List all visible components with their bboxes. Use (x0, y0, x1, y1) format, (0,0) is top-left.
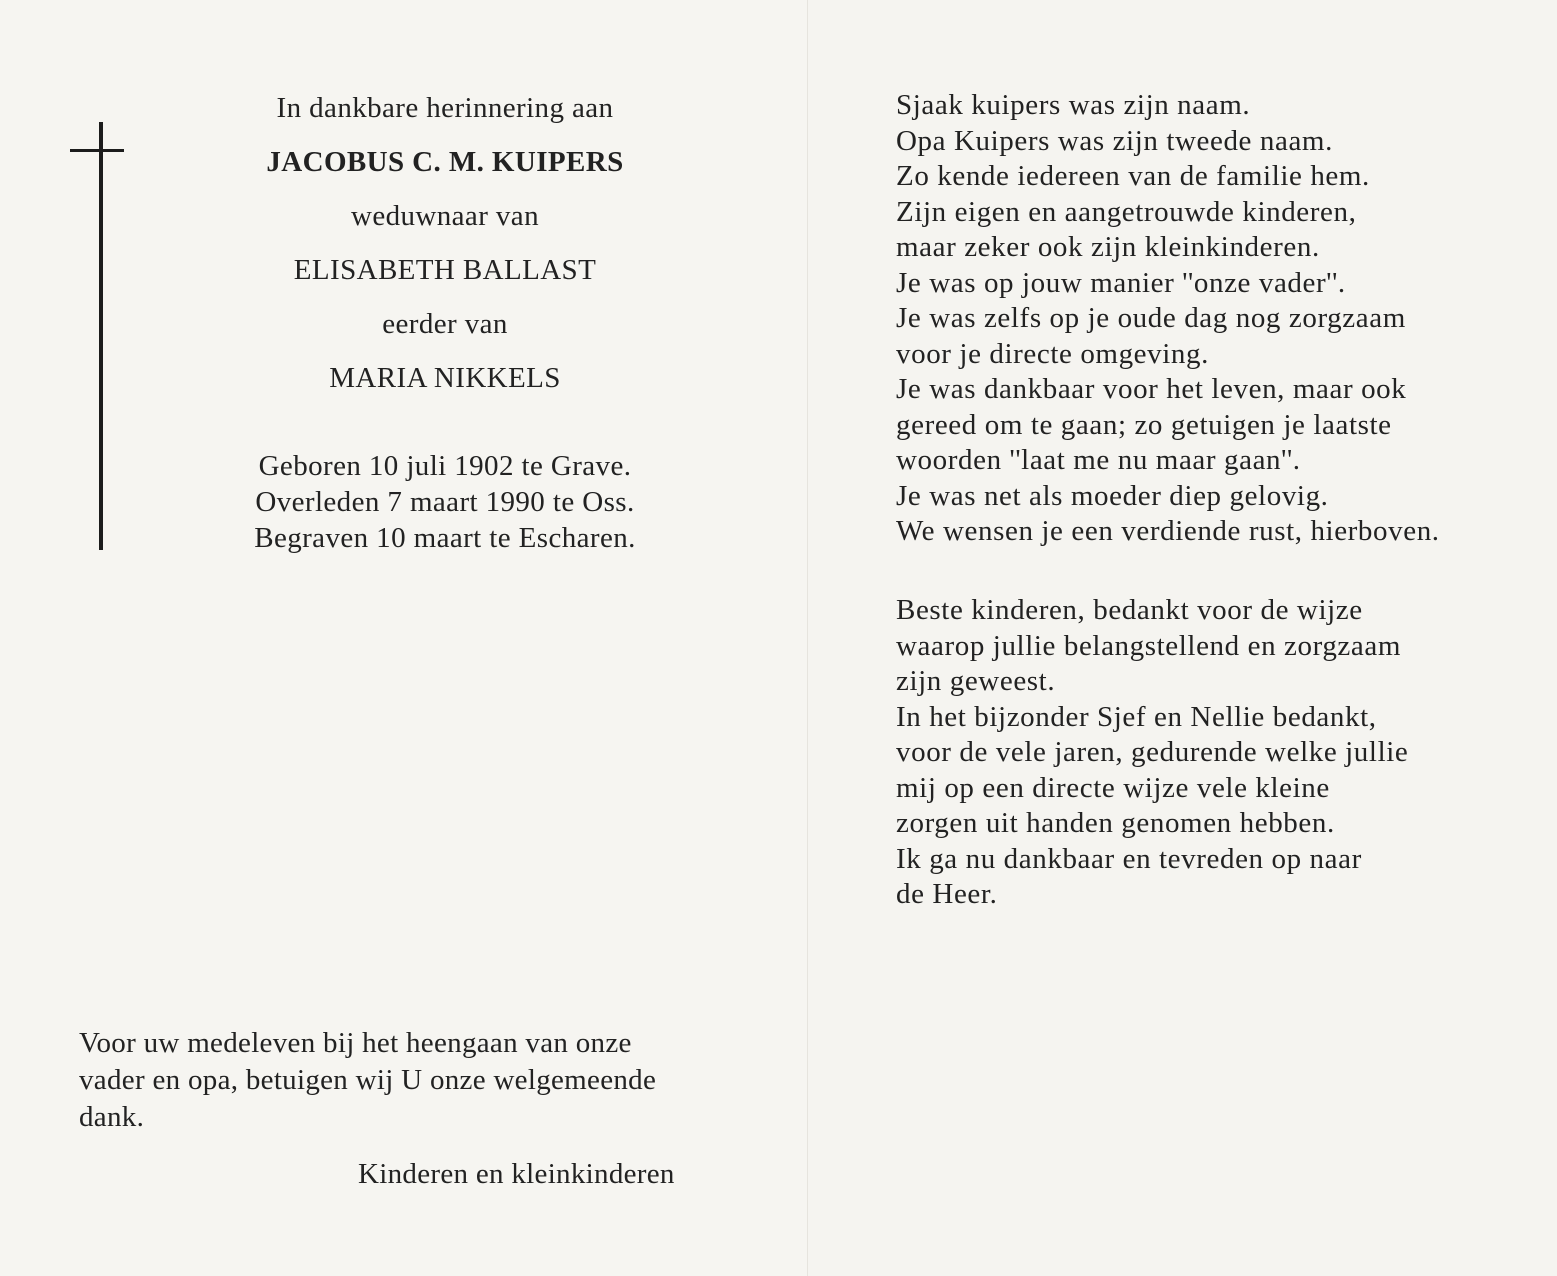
thanks-line: Voor uw medeleven bij het heengaan van onze (79, 1027, 632, 1059)
poem-line: Zijn eigen en aangetrouwde kinderen, (896, 195, 1357, 228)
poem-line: Je was zelfs op je oude dag nog zorgzaam (896, 302, 1406, 334)
poem-line: Je was op jouw manier ''onze vader''. (896, 266, 1346, 299)
poem-line: In het bijzonder Sjef en Nellie bedankt, (896, 700, 1377, 733)
relation-widower: weduwnaar van (351, 200, 539, 232)
deceased-name: JACOBUS C. M. KUIPERS (266, 146, 624, 178)
poem-line: mij op een directe wijze vele kleine (896, 771, 1330, 804)
poem-line: Je was dankbaar voor het leven, maar ook (896, 373, 1407, 405)
cross-icon-bar (70, 149, 124, 152)
signature: Kinderen en kleinkinderen (358, 1158, 675, 1190)
intro-text: In dankbare herinnering aan (276, 92, 614, 124)
poem-stanza-1 (896, 88, 1440, 550)
poem-stanza-2 (896, 593, 1408, 913)
poem-line: voor de vele jaren, gedurende welke jullie (896, 736, 1409, 768)
death-date: Overleden 7 maart 1990 te Oss. (255, 486, 635, 518)
poem-line: maar zeker ook zijn kleinkinderen. (896, 231, 1320, 263)
thanks-line: vader en opa, betuigen wij U onze welgemeende (79, 1064, 657, 1096)
poem-line: Opa Kuipers was zijn tweede naam. (896, 124, 1333, 157)
poem-line: voor je directe omgeving. (896, 337, 1209, 370)
poem-line: zorgen uit handen genomen hebben. (896, 807, 1335, 839)
poem-line: Zo kende iedereen van de familie hem. (896, 160, 1370, 192)
poem-line: zijn geweest. (896, 665, 1056, 697)
cross-icon (99, 122, 103, 550)
spouse-name-1: ELISABETH BALLAST (293, 254, 597, 286)
poem-line: Ik ga nu dankbaar en tevreden op naar (896, 842, 1362, 875)
life-dates (200, 448, 690, 556)
poem-line: We wensen je een verdiende rust, hierboven. (896, 515, 1440, 547)
poem-line: Sjaak kuipers was zijn naam. (896, 89, 1251, 121)
thanks-line: dank. (79, 1101, 145, 1133)
spouse-name-2: MARIA NIKKELS (329, 362, 561, 394)
poem-line: Je was net als moeder diep gelovig. (896, 479, 1329, 512)
poem-line: waarop jullie belangstellend en zorgzaam (896, 629, 1401, 662)
poem-line: Beste kinderen, bedankt voor de wijze (896, 594, 1363, 626)
birth-date: Geboren 10 juli 1902 te Grave. (258, 450, 632, 482)
burial-date: Begraven 10 maart te Escharen. (254, 522, 636, 554)
relation-earlier: eerder van (382, 308, 508, 340)
poem-line: de Heer. (896, 878, 998, 910)
poem-line: woorden ''laat me nu maar gaan''. (896, 444, 1301, 476)
thanks-paragraph (79, 1025, 729, 1136)
poem-line: gereed om te gaan; zo getuigen je laatste (896, 408, 1392, 441)
